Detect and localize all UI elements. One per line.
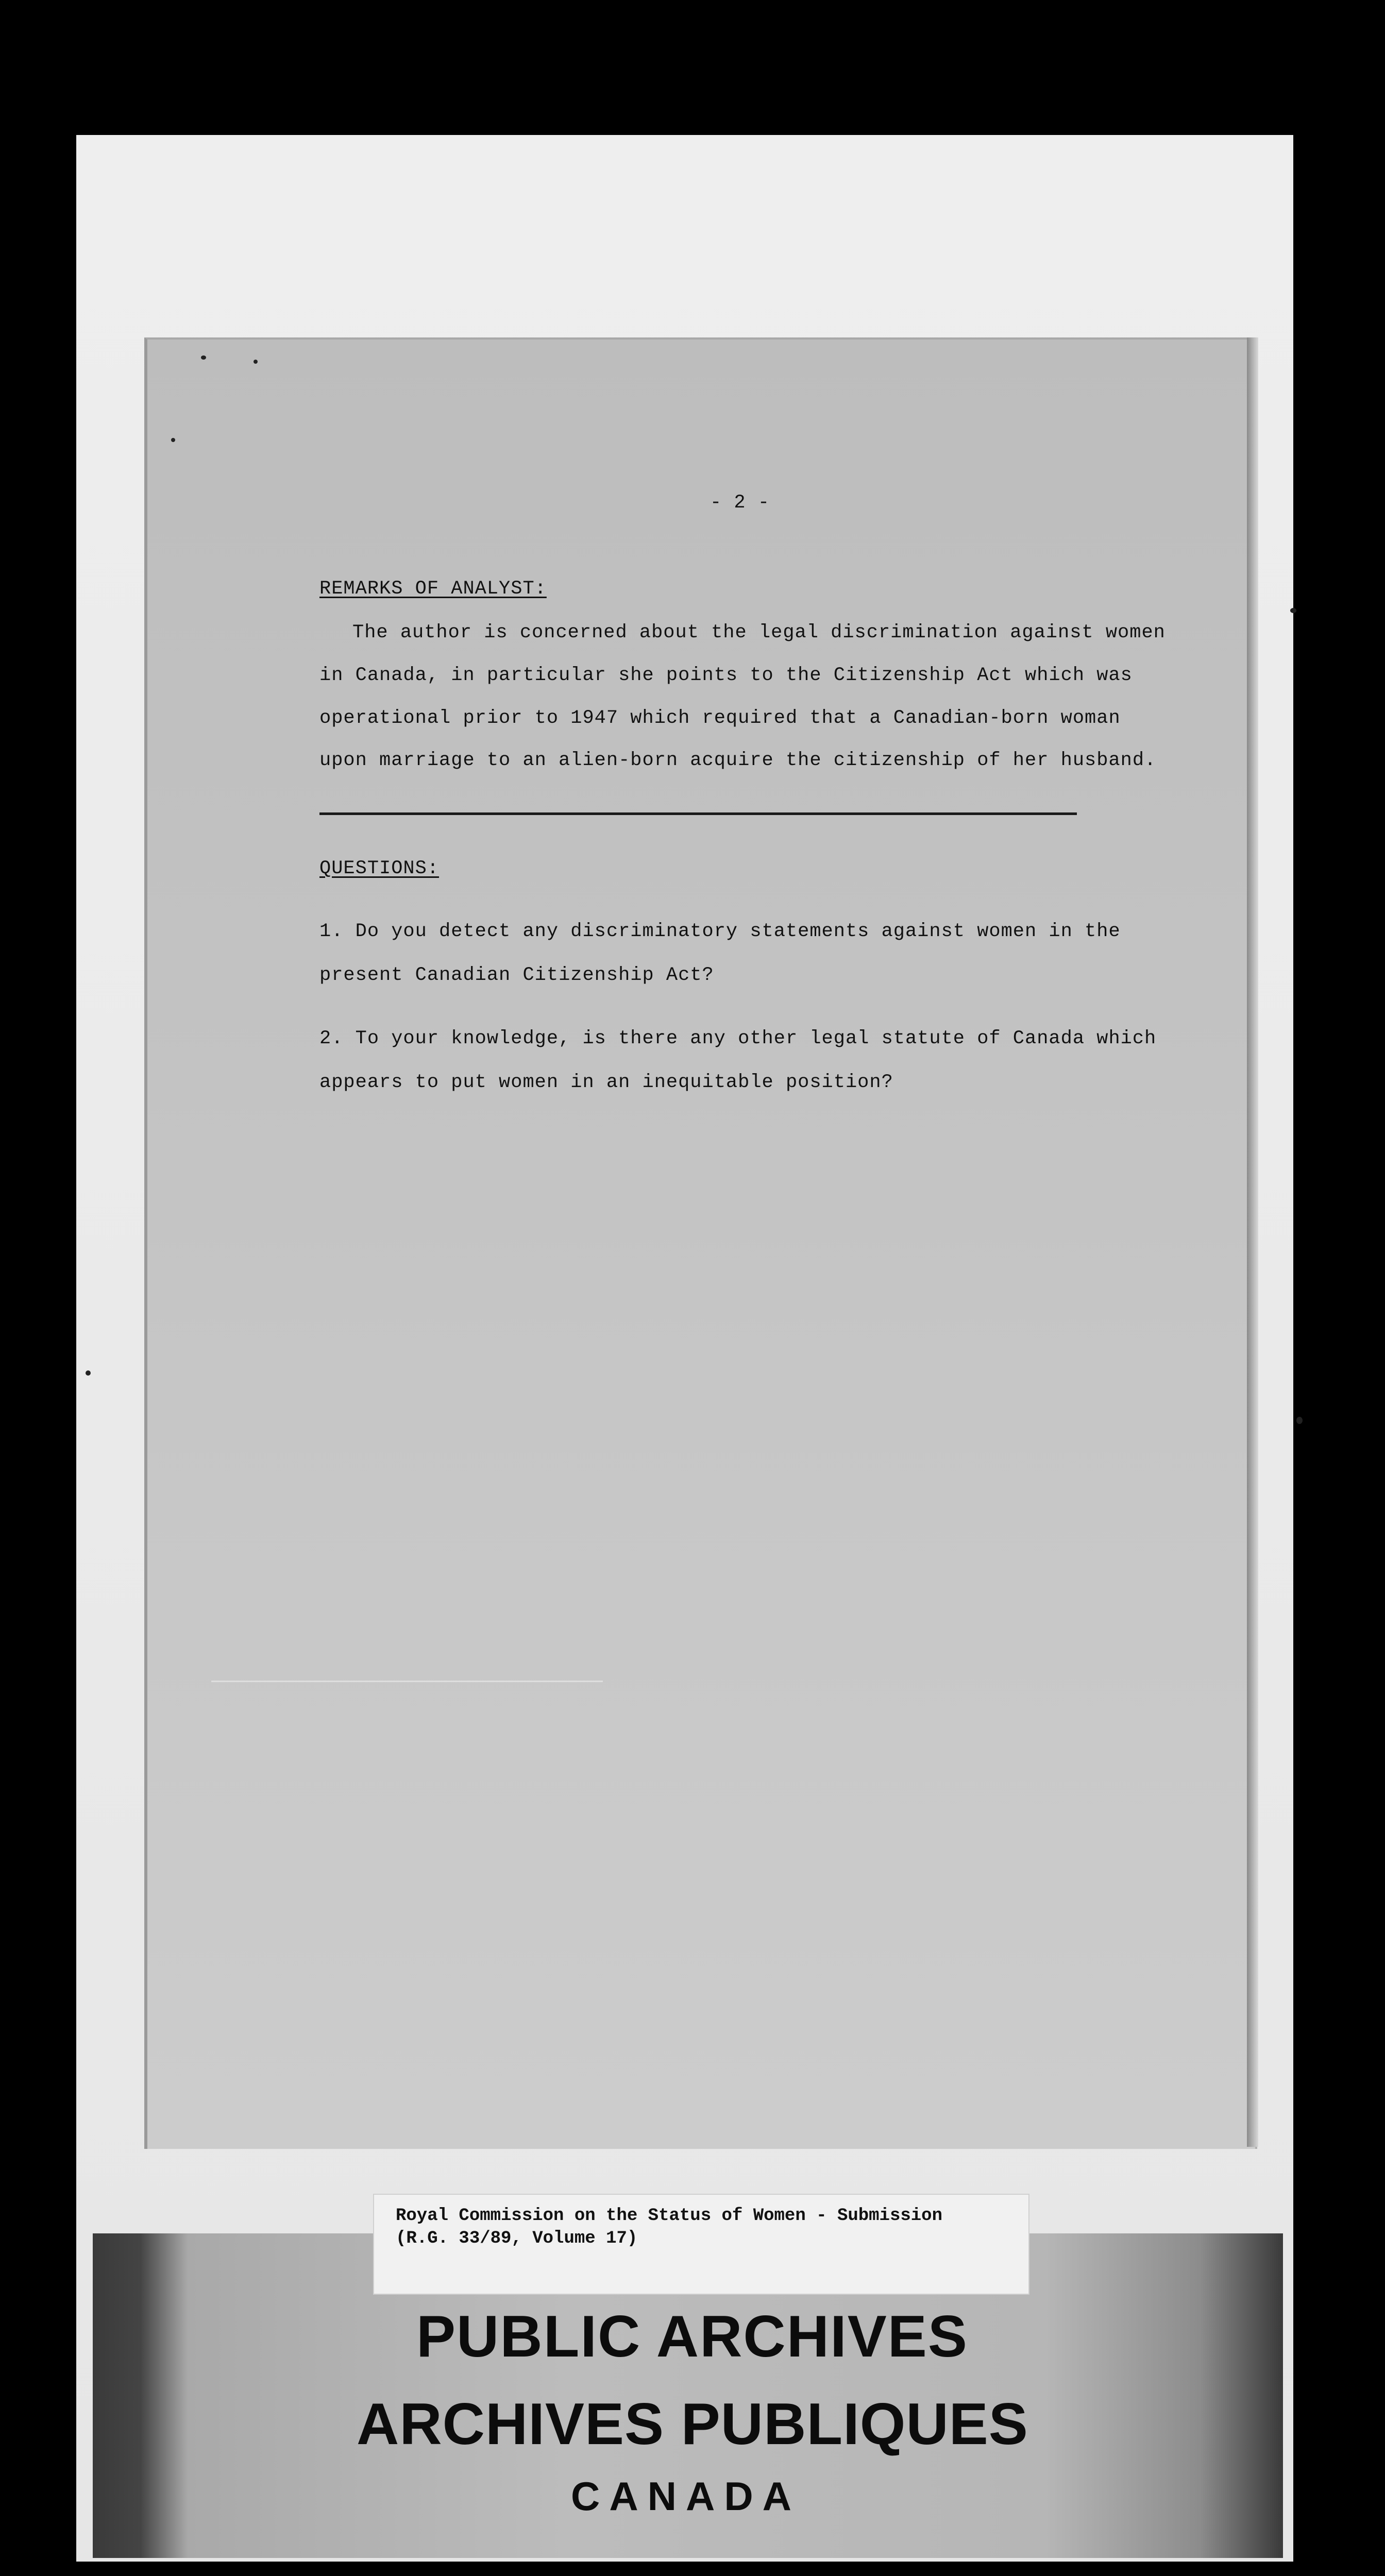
scan-speck (1290, 608, 1296, 613)
remarks-line: operational prior to 1947 which required that a Canadian-born woman (319, 707, 1121, 729)
remarks-line: in Canada, in particular she points to the Citizenship Act which was (319, 665, 1133, 686)
stamp-canada: CANADA (571, 2473, 801, 2519)
question-2-line-2: appears to put women in an inequitable position? (319, 1072, 893, 1093)
page-number: - 2 - (710, 492, 770, 514)
scan-speck (86, 1370, 91, 1376)
scan-speck (171, 438, 175, 442)
remarks-line: upon marriage to an alien-born acquire the citizenship of her husband. (319, 750, 1157, 771)
archive-label-line-2: (R.G. 33/89, Volume 17) (396, 2229, 638, 2248)
stamp-archives-publiques: ARCHIVES PUBLIQUES (357, 2392, 1028, 2457)
remarks-line: The author is concerned about the legal discrimination against women (352, 622, 1166, 643)
scan-speck (201, 355, 206, 360)
stamp-public-archives: PUBLIC ARCHIVES (416, 2304, 968, 2369)
scan-speck (254, 360, 258, 364)
remarks-heading: REMARKS OF ANALYST: (319, 578, 547, 600)
questions-heading: QUESTIONS: (319, 858, 440, 879)
question-1-line-2: present Canadian Citizenship Act? (319, 964, 714, 986)
page-edge-shadow (1247, 337, 1258, 2147)
question-1-line-1: 1. Do you detect any discriminatory statements against women in the (319, 921, 1121, 942)
archive-label-line-1: Royal Commission on the Status of Women - Submission (396, 2206, 942, 2226)
scan-speck (1296, 1417, 1303, 1424)
horizontal-rule (319, 812, 1077, 815)
document-page (144, 337, 1257, 2149)
question-2-line-1: 2. To your knowledge, is there any other legal statute of Canada which (319, 1028, 1157, 1049)
faint-scan-line (211, 1681, 603, 1682)
